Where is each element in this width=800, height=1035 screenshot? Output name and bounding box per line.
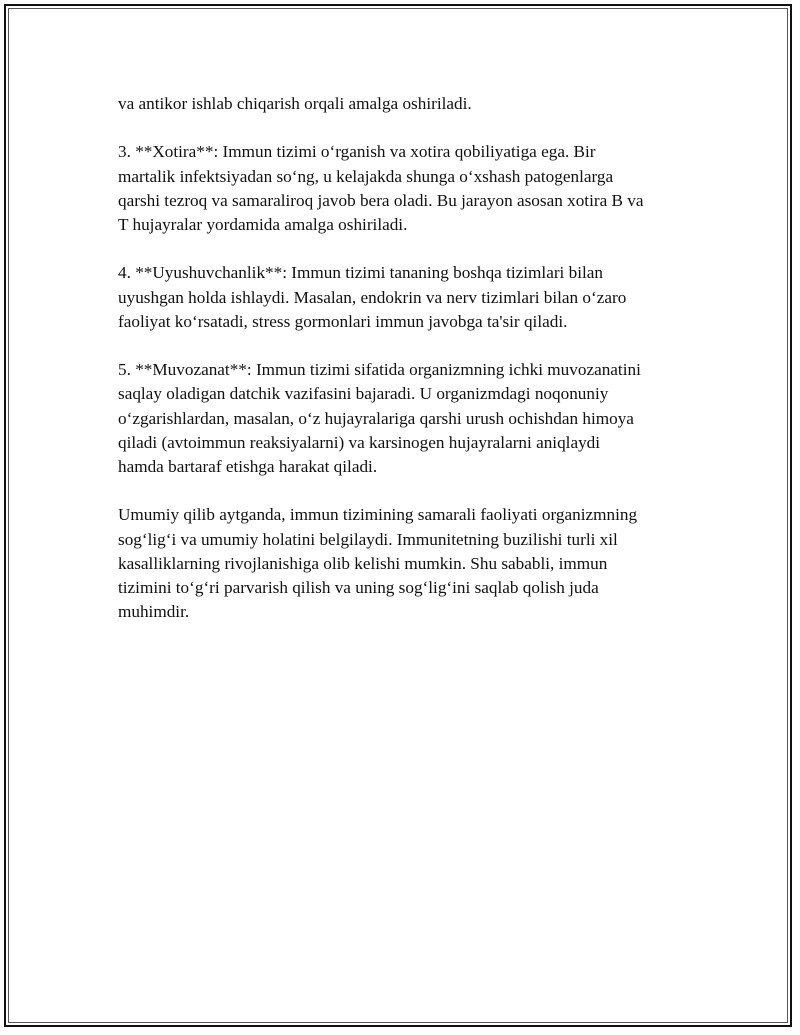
paragraph-xotira: 3. **Xotira**: Immun tizimi o‘rganish va xotira qobiliyatiga ega. Bir martalik infektsiyadan so‘ng, u kelajakda shunga o‘xshash patogenlarga qarshi tezroq va samaraliroq javob bera oladi. Bu jarayon asosan xotira B va T hujayralar yordamida amalga oshiriladi. — [118, 142, 644, 234]
paragraph-continuation: va antikor ishlab chiqarish orqali amalga oshiriladi. — [118, 94, 472, 113]
paragraph-uyushuvchanlik: 4. **Uyushuvchanlik**: Immun tizimi tananing boshqa tizimlari bilan uyushgan holda ishlaydi. Masalan, endokrin va nerv tizimlari bilan o‘zaro faoliyat ko‘rsatadi, stress gormonlari immun javobga ta'sir qiladi. — [118, 263, 627, 331]
paragraph-muvozanat: 5. **Muvozanat**: Immun tizimi sifatida organizmning ichki muvozanatini saqlay oladigan datchik vazifasini bajaradi. U organizmdagi noqonuniy o‘zgarishlardan, masalan, o‘z hujayralariga qarshi urush ochishdan himoya qiladi (avtoimmun reaksiyalarni) va karsinogen hujayralarni aniqlaydi hamda bartaraf etishga harakat qiladi. — [118, 360, 641, 476]
document-body — [118, 92, 698, 624]
paragraph-conclusion: Umumiy qilib aytganda, immun tizimining samarali faoliyati organizmning sog‘lig‘i va umumiy holatini belgilaydi. Immunitetning buzilishi turli xil kasalliklarning rivojlanishiga olib kelishi mumkin. Shu sababli, immun tizimini to‘g‘ri parvarish qilish va uning sog‘lig‘ini saqlab qolish juda muhimdir. — [118, 505, 638, 622]
